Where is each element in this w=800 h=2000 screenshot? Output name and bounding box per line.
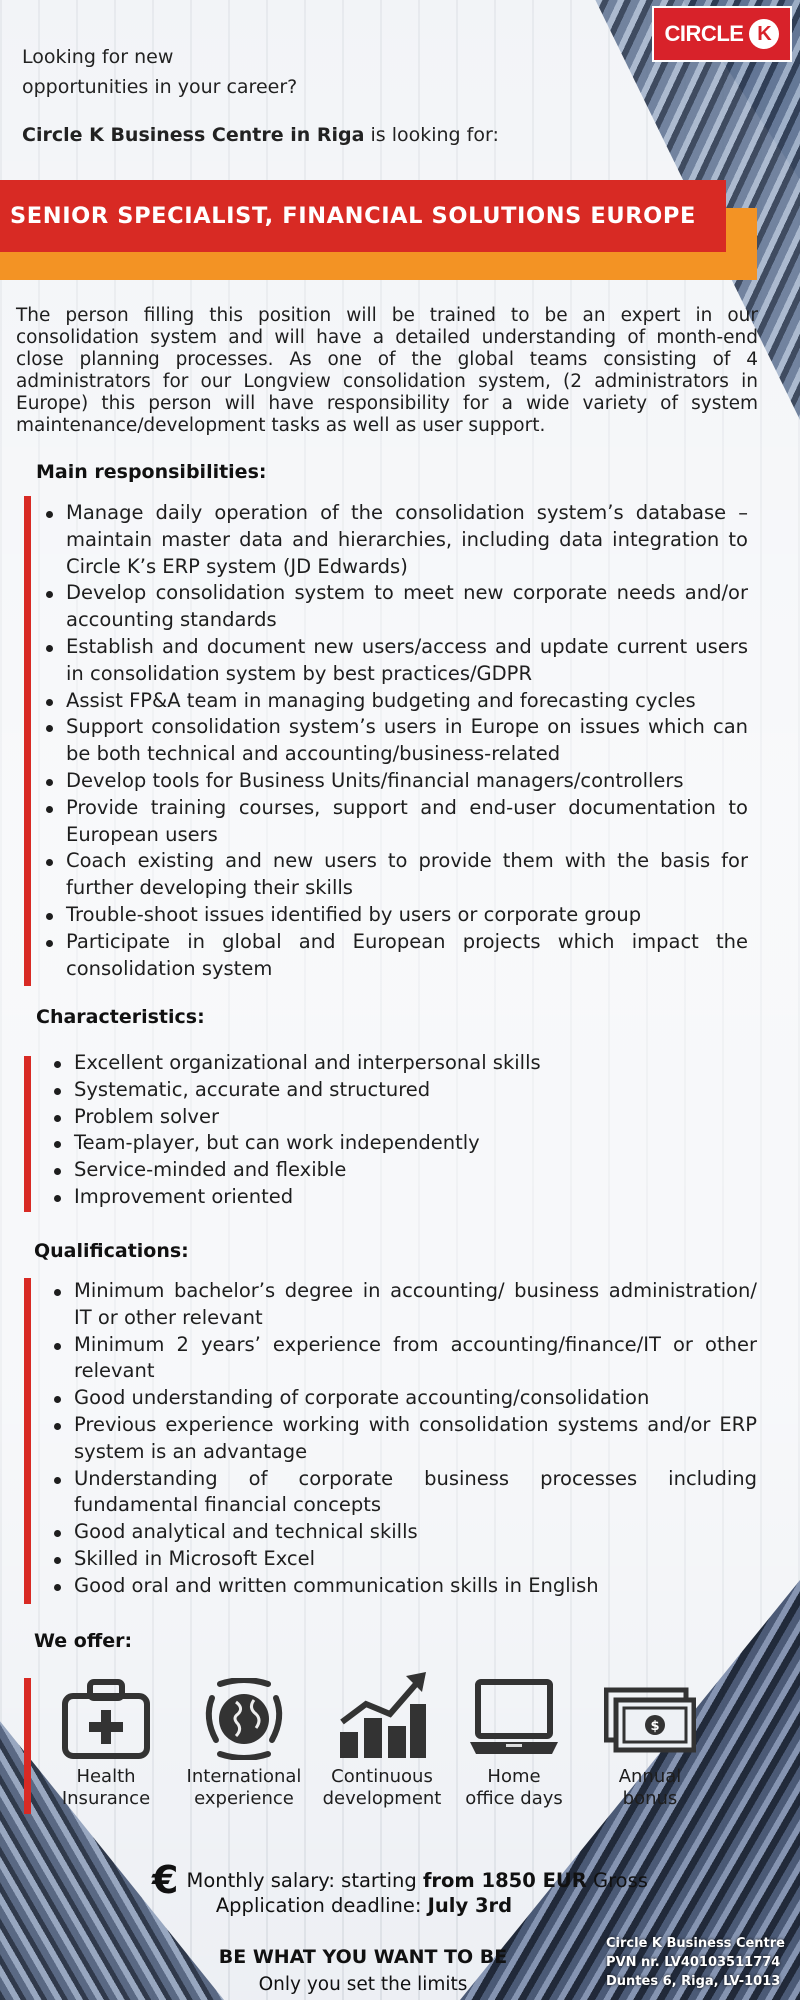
list-item: Manage daily operation of the consolidation system’s database – maintain master data and hierarchies, including data integration to Circle K’s ERP system (JD Edwards) — [42, 500, 748, 580]
salary-prefix: Monthly salary: starting — [186, 1869, 423, 1892]
list-item: Develop consolidation system to meet new corporate needs and/or accounting standards — [42, 580, 748, 634]
list-item: Establish and document new users/access and update current users in consolidation system by best practices/GDPR — [42, 634, 748, 688]
salary-suffix: Gross — [586, 1869, 648, 1892]
benefit-continuous-development — [312, 1678, 452, 1810]
company-vat: PVN nr. LV40103511774 — [606, 1955, 781, 1970]
benefit-health-insurance — [36, 1678, 176, 1810]
application-deadline — [0, 1894, 728, 1917]
benefit-label-line1: Continuous — [331, 1766, 433, 1787]
offer-accent-bar — [24, 1678, 31, 1814]
list-item: Previous experience working with consolidation systems and/or ERP system is an advantage — [50, 1412, 757, 1466]
first-aid-kit-icon — [60, 1678, 152, 1760]
intro-line-2: opportunities in your career? — [22, 76, 298, 98]
benefit-label-line2: office days — [465, 1788, 563, 1809]
deadline-prefix: Application deadline: — [215, 1894, 428, 1917]
benefit-annual-bonus — [580, 1678, 720, 1810]
salary-amount: from 1850 EUR — [422, 1869, 587, 1892]
benefit-label-line1: International — [186, 1766, 302, 1787]
list-item: Minimum bachelor’s degree in accounting/ business administration/ IT or other relevant — [50, 1278, 757, 1332]
benefit-label-line1: Health — [76, 1766, 136, 1787]
intro-text — [22, 42, 342, 102]
benefit-label-line2: Insurance — [61, 1788, 151, 1809]
list-item: Good analytical and technical skills — [50, 1519, 757, 1546]
list-item: Trouble-shoot issues identified by users or corporate group — [42, 902, 748, 929]
slogan-subline: Only you set the limits — [258, 1974, 468, 1995]
looking-for-rest: is looking for: — [364, 124, 499, 146]
euro-icon: € — [152, 1858, 179, 1902]
qualifications-heading: Qualifications: — [34, 1240, 189, 1262]
characteristics-list — [50, 1050, 650, 1211]
list-item: Systematic, accurate and structured — [50, 1077, 650, 1104]
circle-k-logo: CIRCLE K — [652, 6, 792, 62]
list-item: Support consolidation system’s users in Europe on issues which can be both technical and accounting/business-related — [42, 714, 748, 768]
list-item: Good understanding of corporate accounting/consolidation — [50, 1385, 757, 1412]
benefit-label-line2: development — [322, 1788, 442, 1809]
list-item: Minimum 2 years’ experience from accounting/finance/IT or other relevant — [50, 1332, 757, 1386]
responsibilities-list — [42, 500, 748, 982]
job-description: The person filling this position will be trained to be an expert in our consolidation system and will have a detailed understanding of month-end close planning processes. As one of the global teams consisting of 4 administrators for our Longview consolidation system, (2 administrators in Europe) this person will have responsibility for a wide variety of system maintenance/development tasks as well as user support. — [16, 305, 758, 436]
benefit-label-line2: experience — [194, 1788, 294, 1809]
list-item: Skilled in Microsoft Excel — [50, 1546, 757, 1573]
characteristics-heading: Characteristics: — [36, 1006, 205, 1028]
list-item: Assist FP&A team in managing budgeting and forecasting cycles — [42, 688, 748, 715]
list-item: Team-player, but can work independently — [50, 1130, 650, 1157]
list-item: Problem solver — [50, 1104, 650, 1131]
benefits-row — [36, 1678, 716, 1818]
looking-for-line — [22, 124, 499, 146]
job-title-banner — [0, 180, 726, 252]
list-item: Good oral and written communication skills in English — [50, 1573, 757, 1600]
globe-icon — [198, 1678, 290, 1760]
deadline-date: July 3rd — [427, 1894, 513, 1917]
company-details — [606, 1934, 794, 1991]
list-item: Participate in global and European projects which impact the consolidation system — [42, 929, 748, 983]
company-name: Circle K Business Centre — [606, 1936, 785, 1951]
list-item: Improvement oriented — [50, 1184, 650, 1211]
list-item: Develop tools for Business Units/financial managers/controllers — [42, 768, 748, 795]
list-item: Coach existing and new users to provide them with the basis for further developing their skills — [42, 848, 748, 902]
benefit-label-line1: Annual — [618, 1766, 682, 1787]
svg-text:$: $ — [650, 1719, 660, 1734]
benefit-label-line2: bonus — [622, 1788, 678, 1809]
list-item: Provide training courses, support and end-user documentation to European users — [42, 795, 748, 849]
list-item: Understanding of corporate business processes including fundamental financial concepts — [50, 1466, 757, 1520]
growth-chart-icon — [336, 1670, 428, 1760]
company-name-bold: Circle K Business Centre in Riga — [22, 124, 365, 146]
company-address: Duntes 6, Riga, LV-1013 — [606, 1974, 781, 1989]
job-title: SENIOR SPECIALIST, FINANCIAL SOLUTIONS EUROPE — [10, 203, 696, 229]
benefit-label-line1: Home — [487, 1766, 541, 1787]
benefit-home-office-days — [444, 1678, 584, 1810]
qualifications-list — [50, 1278, 757, 1600]
list-item: Excellent organizational and interpersonal skills — [50, 1050, 650, 1077]
benefit-international-experience — [174, 1678, 314, 1810]
intro-line-1: Looking for new — [22, 46, 174, 68]
slogan: BE WHAT YOU WANT TO BE — [218, 1946, 508, 1968]
characteristics-accent-bar — [24, 1056, 31, 1212]
qualifications-accent-bar — [24, 1278, 31, 1604]
responsibilities-heading: Main responsibilities: — [36, 461, 267, 483]
laptop-icon — [468, 1678, 560, 1760]
offer-heading: We offer: — [34, 1630, 133, 1652]
responsibilities-accent-bar — [24, 496, 31, 986]
money-icon — [604, 1678, 696, 1760]
list-item: Service-minded and flexible — [50, 1157, 650, 1184]
